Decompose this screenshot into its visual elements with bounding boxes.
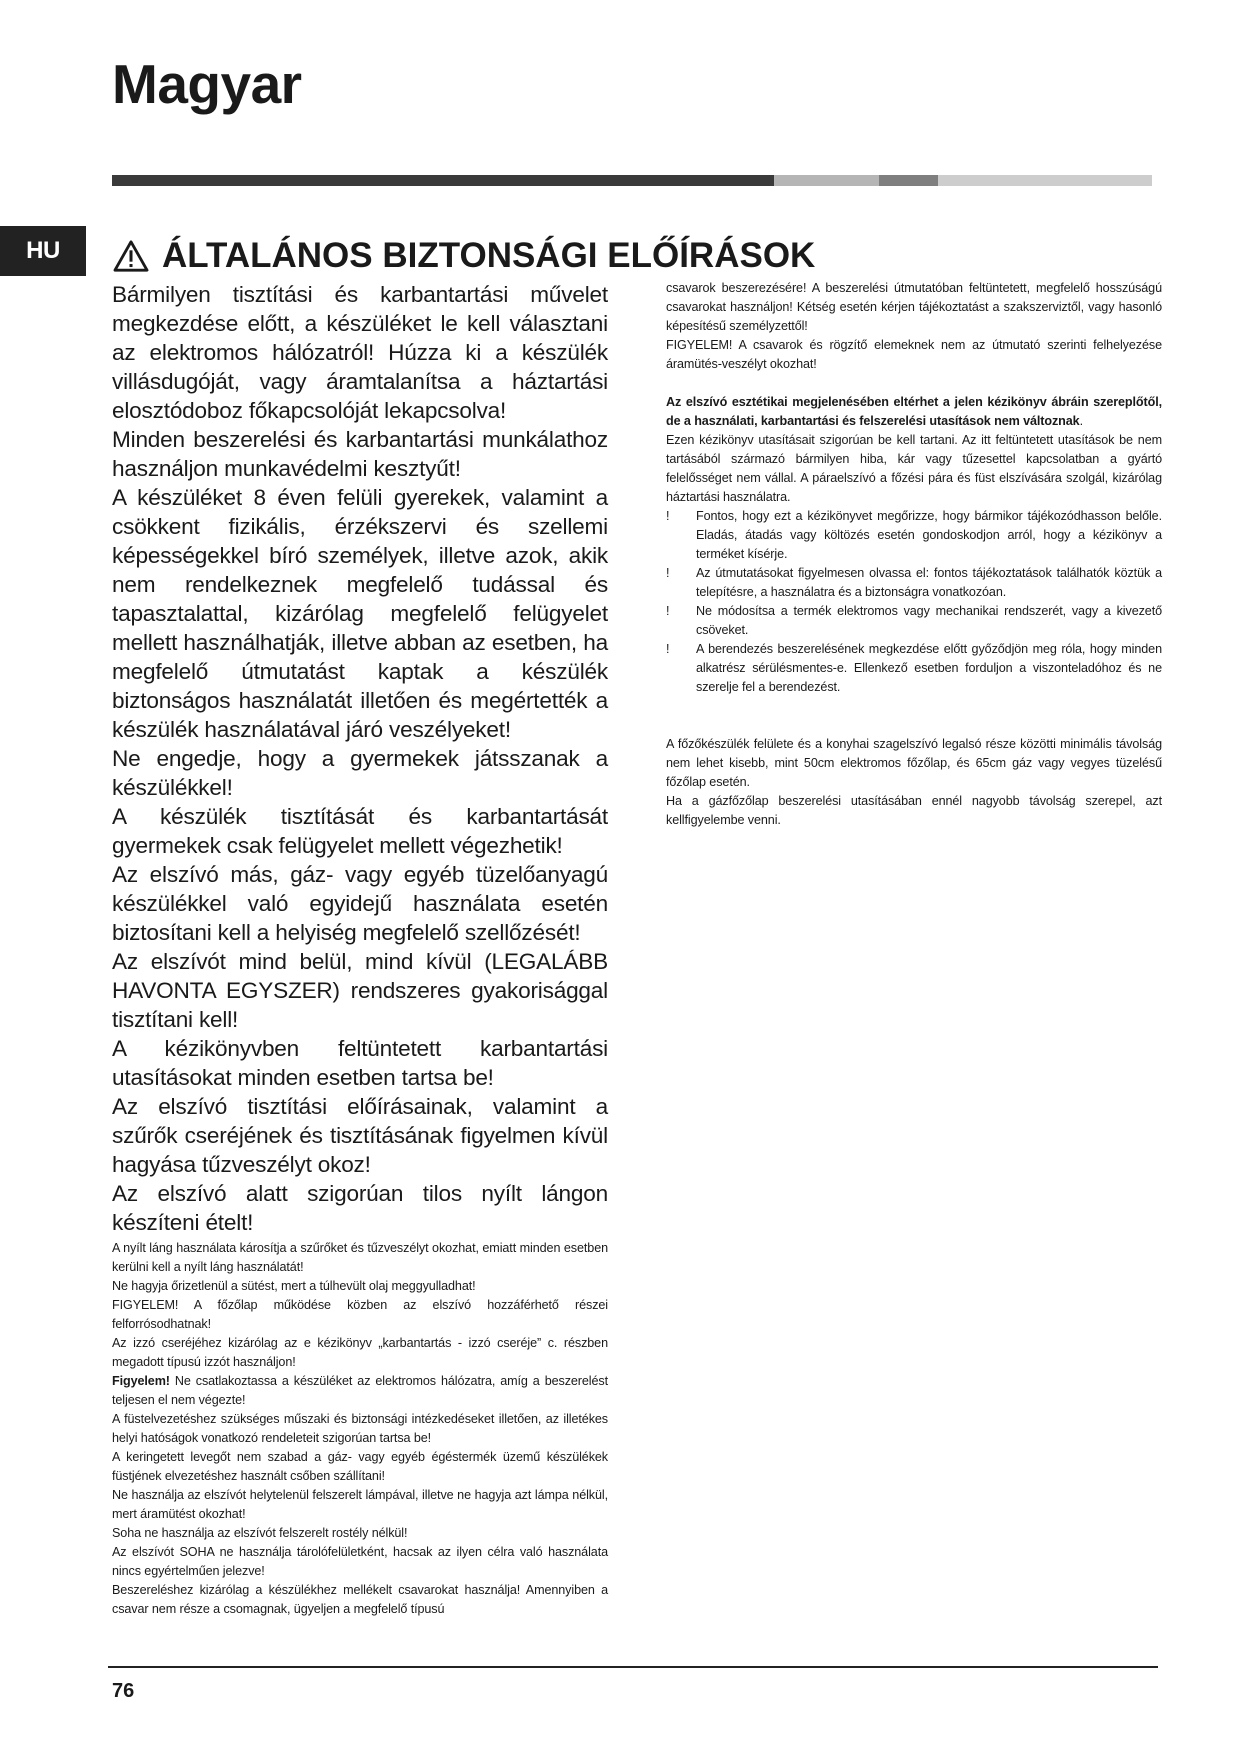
bar-segment-mid	[879, 175, 938, 186]
bar-segment-light	[774, 175, 879, 186]
paragraph: Bármilyen tisztítási és karbantartási művelet megkezdése előtt, a készüléket le kell választani az elektromos hálózatról! Húzza ki a készülék villásdugóját, vagy áramtalanítsa a háztartási elosztódoboz főkapcsolóját lekapcsolva!	[112, 282, 608, 423]
paragraph: Az izzó cseréjéhez kizárólag az e kézikönyv „karbantartás - izzó cseréje” c. részben megadott típusú izzót használjon!	[112, 1336, 608, 1369]
notice-paragraph	[666, 393, 1162, 431]
paragraph: Az elszívót mind belül, mind kívül (LEGALÁBB HAVONTA EGYSZER) rendszeres gyakorisággal tisztítani kell!	[112, 949, 608, 1032]
paragraph: Ezen kézikönyv utasításait szigorúan be kell tartani. Az itt feltüntetett utasítások be nem tartásából származó bármilyen hiba, kár vagy tűzesettel kapcsolatban a gyártó felelősséget nem vállal. A páraelszívó a főzési pára és füst elszívására szolgál, kizárólag háztartási használatra.	[666, 433, 1162, 504]
paragraph: Minden beszerelési és karbantartási munkálathoz használjon munkavédelmi kesztyűt!	[112, 427, 608, 481]
header-color-bar	[112, 175, 1152, 186]
warning-text: Ne csatlakoztassa a készüléket az elektromos hálózatra, amíg a beszerelést teljesen el nem végezte!	[112, 1374, 608, 1407]
paragraph: Ne engedje, hogy a gyermekek játsszanak a készülékkel!	[112, 746, 608, 800]
paragraph: Az elszívót SOHA ne használja tárolófelületként, hacsak az ilyen célra való használata nincs egyértelműen jelezve!	[112, 1545, 608, 1578]
paragraph: Soha ne használja az elszívót felszerelt rostély nélkül!	[112, 1526, 408, 1540]
paragraph: Beszereléshez kizárólag a készülékhez mellékelt csavarokat használja! Amennyiben a csavar nem része a csomagnak, ügyeljen a megfelelő típusú	[112, 1583, 608, 1616]
small-safety-text	[112, 1239, 608, 1619]
page-number: 76	[112, 1680, 135, 1702]
list-item	[666, 640, 1162, 697]
paragraph: A főzőkészülék felülete és a konyhai szagelszívó legalsó része közötti minimális távolság nem lehet kisebb, mint 50cm elektromos főzőlap, és 65cm gáz vagy vegyes tüzelésű főzőlap esetén.	[666, 737, 1162, 789]
list-item	[666, 602, 1162, 640]
paragraph: FIGYELEM! A főzőlap működése közben az elszívó hozzáférhető részei felforrósodhatnak!	[112, 1298, 608, 1331]
list-item-text: Fontos, hogy ezt a kézikönyvet megőrizze, hogy bármikor tájékozódhasson belőle. Eladás, átadás vagy költözés esetén gondoskodjon arról, hogy a kézikönyv a terméket kísérje.	[696, 509, 1162, 561]
paragraph: Ha a gázfőzőlap beszerelési utasításában ennél nagyobb távolság szerepel, azt kellfigyelembe venni.	[666, 794, 1162, 827]
page-title: Magyar	[112, 53, 302, 115]
large-safety-text	[112, 280, 608, 1237]
language-tab: HU	[0, 226, 86, 276]
paragraph: A készüléket 8 éven felüli gyerekek, valamint a csökkent fizikális, érzékszervi és szellemi képességekkel bíró személyek, illetve azok, akik nem rendelkeznek megfelelő tudással és tapasztalattal, kizárólag megfelelő felügyelet mellett használhatják, illetve abban az esetben, ha megfelelő útmutatást kaptak a készülék biztonságos használatát illetően és megértették a készülék használatával járó veszélyeket!	[112, 485, 608, 742]
exclamation-mark: !	[666, 604, 670, 618]
list-item-text: Ne módosítsa a termék elektromos vagy mechanikai rendszerét, vagy a kivezető csöveket.	[696, 604, 1162, 637]
right-column	[666, 279, 1162, 830]
paragraph: Ne használja az elszívót helytelenül felszerelt lámpával, illetve ne hagyja azt lámpa nélkül, mert áramütést okozhat!	[112, 1488, 608, 1521]
bar-segment-dark	[112, 175, 774, 186]
exclamation-mark: !	[666, 566, 670, 580]
section-heading-text: ÁLTALÁNOS BIZTONSÁGI ELŐÍRÁSOK	[162, 236, 816, 275]
paragraph: Az elszívó más, gáz- vagy egyéb tüzelőanyagú készülékkel való egyidejű használata esetén biztosítani kell a helyiség megfelelő szellőzését!	[112, 862, 608, 945]
paragraph: A készülék tisztítását és karbantartását gyermekek csak felügyelet mellett végezhetik!	[112, 804, 608, 858]
footer-rule	[108, 1666, 1158, 1668]
paragraph: Ne hagyja őrizetlenül a sütést, mert a túlhevült olaj meggyulladhat!	[112, 1279, 476, 1293]
section-heading	[112, 236, 815, 276]
list-item-text: Az útmutatásokat figyelmesen olvassa el: fontos tájékoztatások találhatók köztük a telepítésre, a használatra és a biztonságra vonatkozóan.	[696, 566, 1162, 599]
exclamation-mark: !	[666, 642, 670, 656]
paragraph: Az elszívó alatt szigorúan tilos nyílt lángon készíteni ételt!	[112, 1181, 608, 1235]
paragraph: A keringetett levegőt nem szabad a gáz- vagy egyéb égéstermék üzemű készülékek füstjének elvezetéshez használt csőben szállítani!	[112, 1450, 608, 1483]
paragraph: Az elszívó tisztítási előírásainak, valamint a szűrők cseréjének és tisztításának figyelmen kívül hagyása tűzveszélyt okoz!	[112, 1094, 608, 1177]
paragraph: A füstelvezetéshez szükséges műszaki és biztonsági intézkedéseket illetően, az illetékes helyi hatóságok vonatkozó rendeleteit szigorúan tartsa be!	[112, 1412, 608, 1445]
warning-label: Figyelem!	[112, 1374, 170, 1388]
exclamation-mark: !	[666, 509, 670, 523]
paragraph: A kézikönyvben feltüntetett karbantartási utasításokat minden esetben tartsa be!	[112, 1036, 608, 1090]
list-item-text: A berendezés beszerelésének megkezdése előtt győződjön meg róla, hogy minden alkatrész sérülésmentes-e. Ellenkező esetben forduljon a viszonteladóhoz és ne szerelje fel a berendezést.	[696, 642, 1162, 694]
list-item	[666, 507, 1162, 564]
warning-paragraph	[112, 1372, 608, 1410]
paragraph: A nyílt láng használata károsítja a szűrőket és tűzveszélyt okozhat, emiatt minden esetben kerülni kell a nyílt láng használatát!	[112, 1241, 608, 1274]
notice-bold-text: Az elszívó esztétikai megjelenésében eltérhet a jelen kézikönyv ábráin szereplőtől, de a használati, karbantartási és felszerelési utasítások nem változnak	[666, 395, 1162, 428]
important-list	[666, 507, 1162, 697]
paragraph: csavarok beszerezésére! A beszerelési útmutatóban feltüntetett, megfelelő hosszúságú csavarokat használjon! Kétség esetén kérjen tájékoztatást a szakszerviztől, vagy hasonló képesítésű személyzettől!	[666, 281, 1162, 333]
bar-segment-lighter	[938, 175, 1152, 186]
list-item	[666, 564, 1162, 602]
paragraph: FIGYELEM! A csavarok és rögzítő elemeknek nem az útmutató szerinti felhelyezése áramütés-veszélyt okozhat!	[666, 338, 1162, 371]
left-column	[112, 280, 608, 1619]
notice-end: .	[1079, 414, 1083, 428]
warning-triangle-icon	[112, 239, 150, 273]
